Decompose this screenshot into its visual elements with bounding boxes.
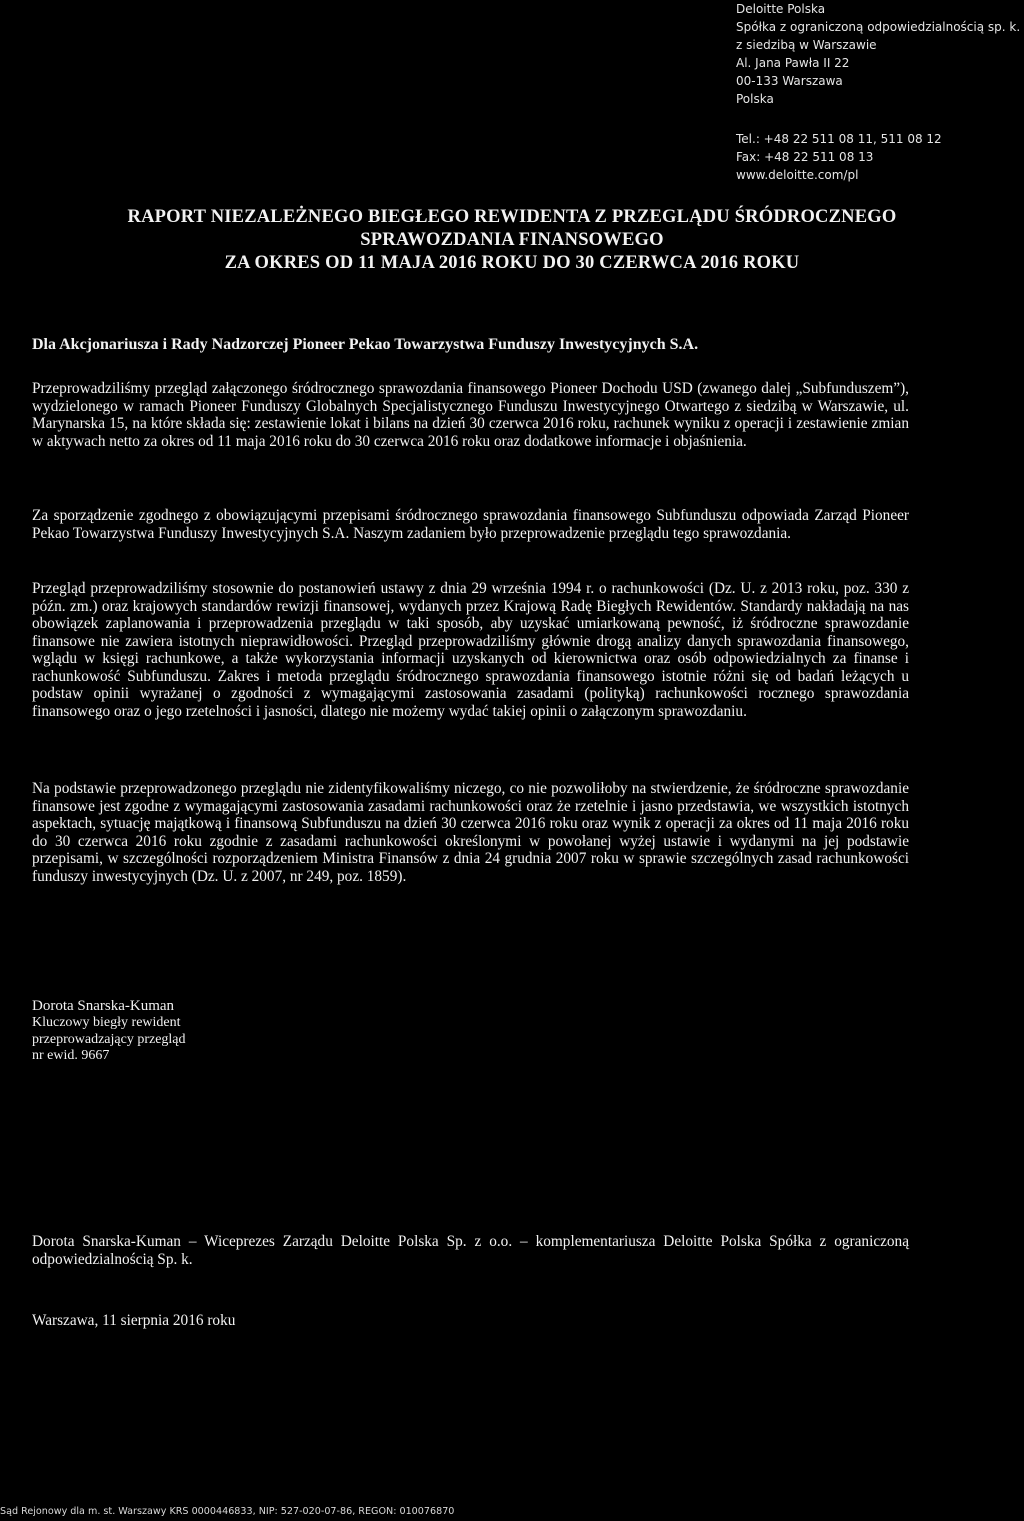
report-title-line-1: RAPORT NIEZALEŻNEGO BIEGŁEGO REWIDENTA Z PRZEGLĄDU ŚRÓDROCZNEGO [127,207,897,227]
company-name: Deloitte Polska [736,2,826,16]
header-spacer [736,108,1024,130]
paragraph-methodology: Przegląd przeprowadziliśmy stosownie do postanowień ustawy z dnia 29 września 1994 r. o rachunkowości (Dz. U. z 2013 roku, poz. 330 z późn. zm.) oraz krajowych standardów rewizji finansowej, wydanych przez Krajową Radę Biegłych Rewidentów. Standardy nakładają na nas obowiązek zaplanowania i przeprowadzenia przeglądu w taki sposób, aby uzyskać umiarkowaną pewność, iż śródroczne sprawozdanie finansowe nie zawiera istotnych nieprawidłowości. Przegląd przeprowadziliśmy głównie drogą analizy danych sprawozdania finansowego, wglądu w księgi rachunkowe, a także wykorzystania informacji uzyskanych od kierownictwa oraz osób odpowiedzialnych za finanse i rachunkowość Subfunduszu. Zakres i metoda przeglądu śródrocznego sprawozdania finansowego istotnie różni się od badań leżących u podstaw opinii wyrażanej o zgodności z wymagającymi zastosowania zasadami (polityką) rachunkowości rocznego sprawozdania finansowego oraz o jego rzetelności i jasności, dlatego nie możemy wydać takiej opinii o załączonym sprawozdaniu. [32,580,909,720]
paragraph-conclusion: Na podstawie przeprowadzonego przeglądu nie zidentyfikowaliśmy niczego, co nie pozwoliłoby na stwierdzenie, że śródroczne sprawozdanie finansowe jest zgodne z wymagającymi zastosowania zasadami rachunkowości oraz że rzetelnie i jasno przedstawia, we wszystkich istotnych aspektach, sytuację majątkową i finansową Subfunduszu na dzień 30 czerwca 2016 roku oraz wynik z operacji za okres od 11 maja 2016 roku do 30 czerwca 2016 roku zgodnie z zasadami rachunkowości określonymi w powołanej wyżej ustawie i wydanymi na jej podstawie przepisami, w szczególności rozporządzeniem Ministra Finansów z dnia 24 grudnia 2007 roku w sprawie szczególnych zasad rachunkowości funduszy inwestycyjnych (Dz. U. z 2007, nr 249, poz. 1859). [32,780,909,885]
paragraph-responsibility: Za sporządzenie zgodnego z obowiązującymi przepisami śródrocznego sprawozdania finansowego Subfunduszu odpowiada Zarząd Pioneer Pekao Towarzystwa Funduszy Inwestycyjnych S.A. Naszym zadaniem było przeprowadzenie przeglądu tego sprawozdania. [32,507,909,542]
addressee-line: Dla Akcjonariusza i Rady Nadzorczej Pioneer Pekao Towarzystwa Funduszy Inwestycyjnych S.A. [32,336,699,353]
company-web-link[interactable]: www.deloitte.com/pl [736,168,859,182]
report-title-line-3: ZA OKRES OD 11 MAJA 2016 ROKU DO 30 CZERWCA 2016 ROKU [224,253,800,273]
paragraph-scope: Przeprowadziliśmy przegląd załączonego śródrocznego sprawozdania finansowego Pioneer Dochodu USD (zwanego dalej „Subfunduszem”), wydzielonego w ramach Pioneer Funduszy Globalnych Specjalistycznego Funduszu Inwestycyjnego Otwartego z siedzibą w Warszawie, ul. Marynarska 15, na które składa się: zestawienie lokat i bilans na dzień 30 czerwca 2016 roku, rachunek wyniku z operacji i zestawienie zmian w aktywach netto za okres od 11 maja 2016 roku do 30 czerwca 2016 roku oraz dodatkowe informacje i objaśnienia. [32,380,909,450]
company-street: Al. Jana Pawła II 22 [736,56,850,70]
company-postal-city: 00-133 Warszawa [736,74,843,88]
company-tel: Tel.: +48 22 511 08 11, 511 08 12 [736,132,942,146]
auditor-signature-block [32,997,186,1065]
report-title [40,206,984,275]
representative-statement: Dorota Snarska-Kuman – Wiceprezes Zarządu Deloitte Polska Sp. z o.o. – komplementariusza Deloitte Polska Spółka z ograniczoną odpowiedzialnością Sp. k. [32,1233,909,1268]
registry-footer: Sąd Rejonowy dla m. st. Warszawy KRS 0000446833, NIP: 527-020-07-86, REGON: 010076870 [0,1506,455,1517]
company-header [736,0,1024,184]
place-and-date: Warszawa, 11 sierpnia 2016 roku [32,1312,236,1329]
company-legal-form: Spółka z ograniczoną odpowiedzialnością sp. k. [736,20,1021,34]
company-country: Polska [736,92,774,106]
company-seat: z siedzibą w Warszawie [736,38,877,52]
company-fax: Fax: +48 22 511 08 13 [736,150,874,164]
report-title-line-2: SPRAWOZDANIA FINANSOWEGO [360,230,664,250]
auditor-role-detail: przeprowadzający przegląd [32,1031,186,1047]
auditor-registration-number: nr ewid. 9667 [32,1048,110,1063]
auditor-role: Kluczowy biegły rewident [32,1015,181,1030]
auditor-name: Dorota Snarska-Kuman [32,998,175,1014]
